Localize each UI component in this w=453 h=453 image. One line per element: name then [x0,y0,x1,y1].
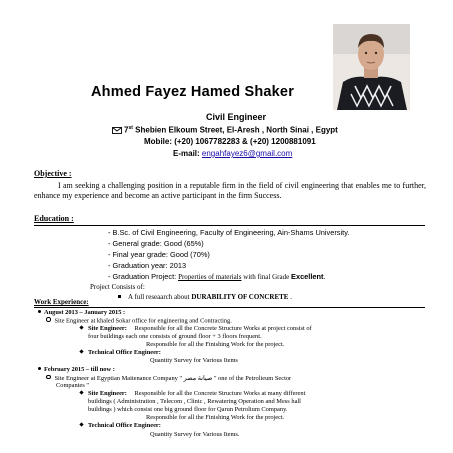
email-label: E-mail: [173,149,200,158]
job1-role2 [80,349,161,356]
job1-desc-text: Site Engineer at khaled Sokar office for engineering and Contracting. [54,317,232,325]
circle-bullet-icon [38,367,41,370]
address-number: 7 [124,125,129,135]
full-name: Ahmed Fayez Hamed Shaker [91,84,295,100]
job2-role2 [80,422,161,429]
diamond-bullet-icon [79,422,83,426]
circle-bullet-icon [46,317,51,322]
project-consists: Project Consists of: [90,283,145,291]
job1-desc [46,317,232,325]
job2-period-text: February 2015 – till now : [44,366,115,373]
diamond-bullet-icon [79,325,83,329]
job2-role1 [80,390,305,397]
job2-role2-title: Technical Office Engineer: [88,422,161,429]
project-bullet-bold: DURABILITY OF CONCRETE [191,293,289,301]
profile-photo-image [333,24,410,110]
objective-text: I am seeking a challenging position in a reputable firm in the field of civil engineering that enables me to further, enhance my experience and become an active participant in the firm Success. [34,181,426,200]
education-graduation-year: - Graduation year: 2013 [108,261,187,270]
education-project [108,272,325,281]
job1-role2-text: Quantity Survey for Various Items [150,357,238,364]
education-general-grade: - General grade: Good (65%) [108,239,204,248]
job1-role1 [80,325,312,332]
email-link[interactable]: engahfayez6@gmail.com [201,149,293,158]
project-bullet [118,293,292,301]
job1-role1-text3: Responsible for all the Finishing Work for the project. [146,341,285,348]
project-grade: Excellent [291,272,324,281]
job2-desc1 [46,374,291,382]
job2-role1-text4: Responsible for all the Finishing Work for the project. [146,414,285,421]
job2-role1-title: Site Engineer: [88,390,127,397]
project-bullet-end: . [290,293,292,301]
job1-role1-text2: four buildings each one consists of ground floor + 3 floors frequent. [88,333,262,340]
education-degree: - B.Sc. of Civil Engineering, Faculty of Engineering, Ain-Shams University. [108,228,350,237]
project-end: . [323,272,326,281]
project-name: Properties of materials [178,273,242,281]
job2-role2-text: Quantity Survey for Various Items. [150,431,240,438]
job2-period [38,366,115,373]
mobile-line: Mobile: (+20) 1067782283 & (+20) 1200881091 [144,137,316,146]
job1-role2-title: Technical Office Engineer: [88,349,161,356]
education-heading: Education : [34,214,74,223]
email-line [173,149,292,158]
work-divider [34,307,425,308]
project-bullet-text: A full reseaarch about [128,293,190,301]
profile-photo [333,24,410,110]
address-text: Shebien Elkoum Street, El-Aresh , North Sinai , Egypt [135,125,338,135]
envelope-icon [112,127,122,136]
job-title: Civil Engineer [206,112,267,122]
job2-desc1-text: Site Engineer at Egyptian Maitenance Company " صيانة مصر " one of the Petrolieum Sector [54,375,292,382]
square-bullet-icon [118,295,121,298]
job2-role1-text3: buildings ) which consist one big ground floor for Qarun Petrolium Company. [88,406,288,413]
job2-role1-text1: Responsible for all the Concrete Structure Works at many different [134,390,306,397]
job1-role1-text1: Responsible for all the Concrete Structure Works at project consist of [134,325,312,332]
work-heading: Work Experience: [34,298,89,306]
objective-heading: Objective : [34,169,72,178]
project-grade-label: with final Grade [243,273,290,281]
education-final-grade: - Final year grade: Good (70%) [108,250,210,259]
diamond-bullet-icon [79,349,83,353]
address-line [112,125,338,136]
job2-role1-text2: buildings ( Administration , Telecom , Clinic , Rewatering Operation and Mess hall [88,398,301,405]
address-suffix: st [128,125,133,131]
job2-desc2: Companies " [56,382,89,389]
project-prefix: - Graduation Project: [108,272,177,281]
education-divider [34,225,425,226]
job1-period-text: August 2013 – January 2015 : [44,309,126,316]
circle-bullet-icon [38,310,41,313]
circle-bullet-icon [46,375,51,380]
diamond-bullet-icon [79,390,83,394]
job1-period [38,309,125,316]
job1-role1-title: Site Engineer: [88,325,127,332]
